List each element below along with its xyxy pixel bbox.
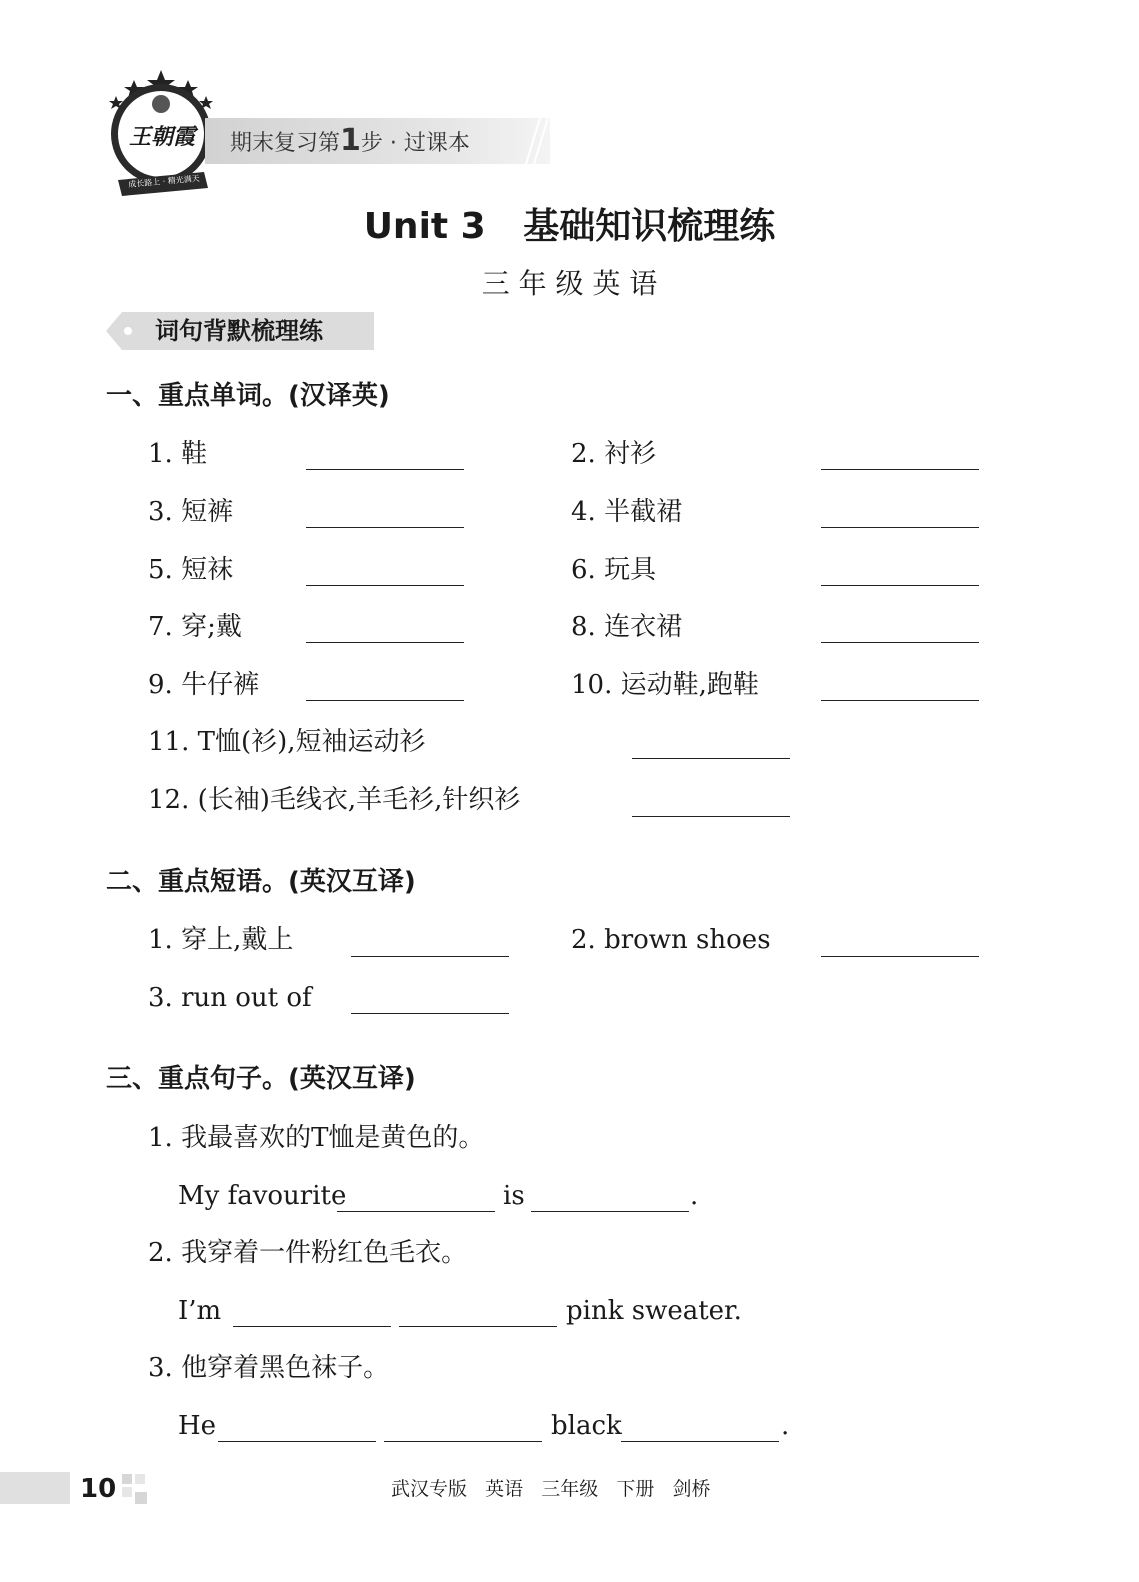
sentence-1-part-a: My favourite xyxy=(178,1181,347,1211)
word-item-9: 9. 牛仔裤 xyxy=(148,670,260,700)
answer-blank[interactable] xyxy=(531,1211,689,1212)
word-item-5: 5. 短袜 xyxy=(148,555,234,585)
answer-blank[interactable] xyxy=(306,527,464,528)
answer-blank[interactable] xyxy=(218,1441,376,1442)
answer-blank[interactable] xyxy=(306,469,464,470)
answer-blank[interactable] xyxy=(233,1326,391,1327)
logo-name: 王朝霞 xyxy=(128,124,195,150)
section2-heading: 二、重点短语。(英汉互译) xyxy=(106,867,416,897)
answer-blank[interactable] xyxy=(337,1211,495,1212)
page-number: 10 xyxy=(80,1474,117,1504)
sentence-3-part-a: He xyxy=(178,1411,217,1441)
sentence-1-end: . xyxy=(690,1181,699,1211)
answer-blank[interactable] xyxy=(306,585,464,586)
answer-blank[interactable] xyxy=(621,1441,779,1442)
banner-prefix: 期末复习第 xyxy=(230,131,341,156)
word-item-6: 6. 玩具 xyxy=(571,555,657,585)
answer-blank[interactable] xyxy=(306,642,464,643)
section3-heading: 三、重点句子。(英汉互译) xyxy=(106,1064,416,1094)
phrase-item-1: 1. 穿上,戴上 xyxy=(148,925,294,955)
phrase-item-3: 3. run out of xyxy=(148,983,312,1013)
page-title: Unit 3 基础知识梳理练 xyxy=(363,206,776,247)
answer-blank[interactable] xyxy=(821,956,979,957)
answer-blank[interactable] xyxy=(821,700,979,701)
answer-blank[interactable] xyxy=(632,758,790,759)
word-item-2: 2. 衬衫 xyxy=(571,439,657,469)
answer-blank[interactable] xyxy=(351,956,509,957)
word-item-10: 10. 运动鞋,跑鞋 xyxy=(571,670,759,700)
sentence-2-chinese: 2. 我穿着一件粉红色毛衣。 xyxy=(148,1238,468,1268)
sentence-3-end: . xyxy=(781,1411,790,1441)
banner-stripes xyxy=(518,118,550,164)
sentence-2-part-b: pink sweater. xyxy=(566,1296,742,1326)
sentence-1-part-b: is xyxy=(503,1181,525,1211)
answer-blank[interactable] xyxy=(384,1441,542,1442)
footer-info: 武汉专版 英语 三年级 下册 剑桥 xyxy=(391,1478,711,1500)
word-item-8: 8. 连衣裙 xyxy=(571,612,683,642)
section1-heading: 一、重点单词。(汉译英) xyxy=(106,381,390,411)
sentence-3-chinese: 3. 他穿着黑色袜子。 xyxy=(148,1353,390,1383)
logo-slogan: 成长路上 · 精光满天 xyxy=(127,173,201,190)
word-item-7: 7. 穿;戴 xyxy=(148,612,242,642)
answer-blank[interactable] xyxy=(632,816,790,817)
word-item-4: 4. 半截裙 xyxy=(571,497,683,527)
banner-text xyxy=(230,124,470,161)
section-tag: 词句背默梳理练 xyxy=(155,317,323,345)
answer-blank[interactable] xyxy=(821,585,979,586)
word-item-11: 11. T恤(衫),短袖运动衫 xyxy=(148,727,426,757)
answer-blank[interactable] xyxy=(399,1326,557,1327)
answer-blank[interactable] xyxy=(306,700,464,701)
sentence-2-part-a: I’m xyxy=(178,1296,222,1326)
word-item-3: 3. 短裤 xyxy=(148,497,234,527)
answer-blank[interactable] xyxy=(821,469,979,470)
sentence-1-chinese: 1. 我最喜欢的T恤是黄色的。 xyxy=(148,1123,485,1153)
answer-blank[interactable] xyxy=(821,642,979,643)
page-subtitle: 三 年 级 英 语 xyxy=(481,267,658,300)
banner-suffix: 步 · 过课本 xyxy=(360,131,470,156)
footer-bar xyxy=(0,1472,70,1504)
footer-squares xyxy=(122,1474,150,1504)
word-item-1: 1. 鞋 xyxy=(148,439,208,469)
publisher-logo xyxy=(104,68,219,198)
answer-blank[interactable] xyxy=(821,527,979,528)
sentence-3-part-b: black xyxy=(551,1411,622,1441)
banner-step: 1 xyxy=(340,123,361,158)
phrase-item-2: 2. brown shoes xyxy=(571,925,771,955)
word-item-12: 12. (长袖)毛线衣,羊毛衫,针织衫 xyxy=(148,785,521,815)
answer-blank[interactable] xyxy=(351,1013,509,1014)
